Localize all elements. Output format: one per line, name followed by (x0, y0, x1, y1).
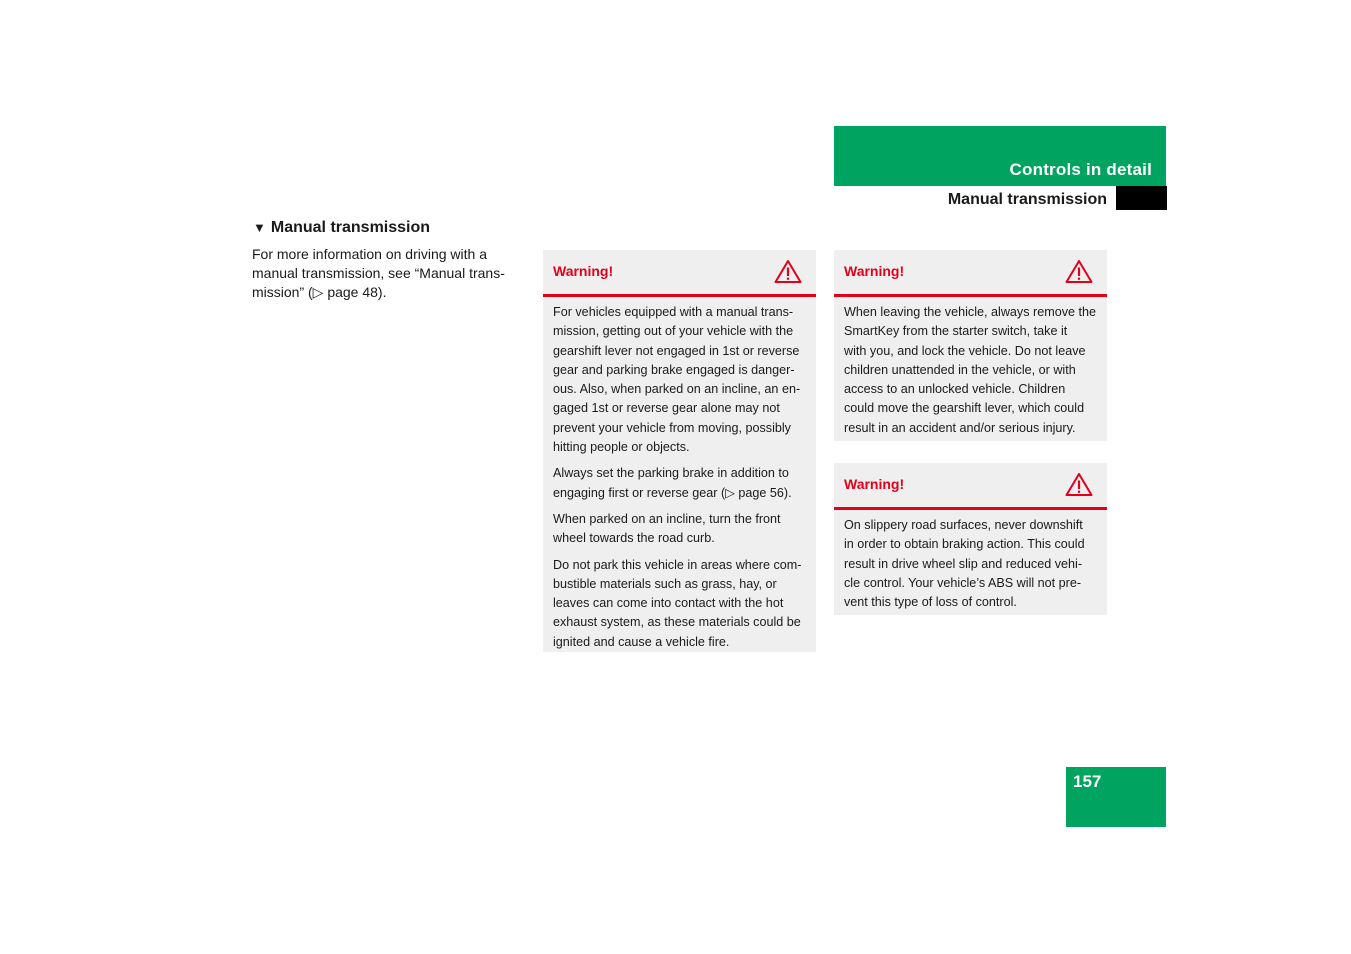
warning-title: Warning! (844, 476, 905, 492)
text-line: hitting people or objects. (553, 440, 690, 455)
text-line: gaged 1st or reverse gear alone may not (553, 401, 780, 416)
warning-title: Warning! (553, 263, 614, 279)
text-line: vent this type of loss of control. (844, 595, 1017, 610)
warning-paragraph (553, 303, 806, 457)
page-number-tab (1066, 767, 1166, 827)
text-line: bustible materials such as grass, hay, or (553, 576, 777, 591)
text-line: mission, getting out of your vehicle with the (553, 324, 794, 339)
text-line: children unattended in the vehicle, or with (844, 362, 1076, 377)
warning-paragraph (844, 303, 1097, 438)
text-line: SmartKey from the starter switch, take it (844, 324, 1068, 339)
warning-box-leaving-vehicle (834, 250, 1107, 441)
warning-paragraph (844, 516, 1097, 612)
warning-paragraph (553, 510, 806, 549)
text-line: access to an unlocked vehicle. Children (844, 382, 1066, 397)
text-line: leaves can come into contact with the hot (553, 596, 784, 611)
warning-triangle-icon (774, 259, 802, 284)
text-line: could move the gearshift lever, which could (844, 401, 1085, 416)
warning-box-manual-transmission (543, 250, 816, 652)
text-line: exhaust system, as these materials could be (553, 615, 801, 630)
text-line: gear and parking brake engaged is danger- (553, 362, 795, 377)
section-title: Manual transmission (947, 191, 1107, 208)
warning-triangle-icon (1065, 472, 1093, 497)
section-marker (1116, 186, 1167, 210)
intro-line: manual transmission, see “Manual trans- (252, 265, 505, 281)
text-line: ous. Also, when parked on an incline, an en- (553, 382, 801, 397)
text-line: cle control. Your vehicle’s ABS will not pre- (844, 575, 1082, 590)
text-line: On slippery road surfaces, never downshift (844, 518, 1083, 532)
warning-box-slippery-roads (834, 463, 1107, 615)
warning-body (543, 297, 816, 660)
warning-body (834, 510, 1107, 620)
intro-line: For more information on driving with a (252, 246, 487, 262)
warning-title: Warning! (844, 263, 905, 279)
text-line: For vehicles equipped with a manual trans- (553, 305, 794, 319)
text-line: ignited and cause a vehicle fire. (553, 634, 730, 649)
intro-line: mission” (▷ page 48). (252, 284, 387, 300)
text-line: wheel towards the road curb. (553, 531, 715, 546)
text-line: gearshift lever not engaged in 1st or reverse (553, 343, 800, 358)
section-heading (253, 218, 430, 238)
text-line: with you, and lock the vehicle. Do not leave (844, 343, 1086, 358)
text-line: in order to obtain braking action. This could (844, 537, 1085, 552)
page-number: 157 (1073, 772, 1102, 791)
text-line: result in an accident and/or serious injury. (844, 420, 1076, 435)
text-line: Do not park this vehicle in areas where com- (553, 557, 802, 572)
chapter-tab (834, 126, 1166, 186)
intro-paragraph (252, 245, 524, 302)
warning-header (834, 250, 1107, 297)
section-heading-text: Manual transmission (270, 219, 431, 236)
text-line: engaging first or reverse gear (▷ page 56). (553, 485, 792, 500)
warning-header (834, 463, 1107, 510)
text-line: When leaving the vehicle, always remove the (844, 305, 1097, 319)
text-line: Always set the parking brake in addition to (553, 466, 789, 481)
text-line: When parked on an incline, turn the front (553, 511, 781, 526)
triangle-marker-icon: ▼ (253, 220, 266, 235)
warning-paragraph (553, 464, 806, 503)
warning-triangle-icon (1065, 259, 1093, 284)
warning-paragraph (553, 556, 806, 652)
warning-header (543, 250, 816, 297)
text-line: prevent your vehicle from moving, possibly (553, 420, 791, 435)
warning-body (834, 297, 1107, 446)
text-line: result in drive wheel slip and reduced vehi- (844, 556, 1083, 571)
chapter-title: Controls in detail (1009, 160, 1152, 179)
